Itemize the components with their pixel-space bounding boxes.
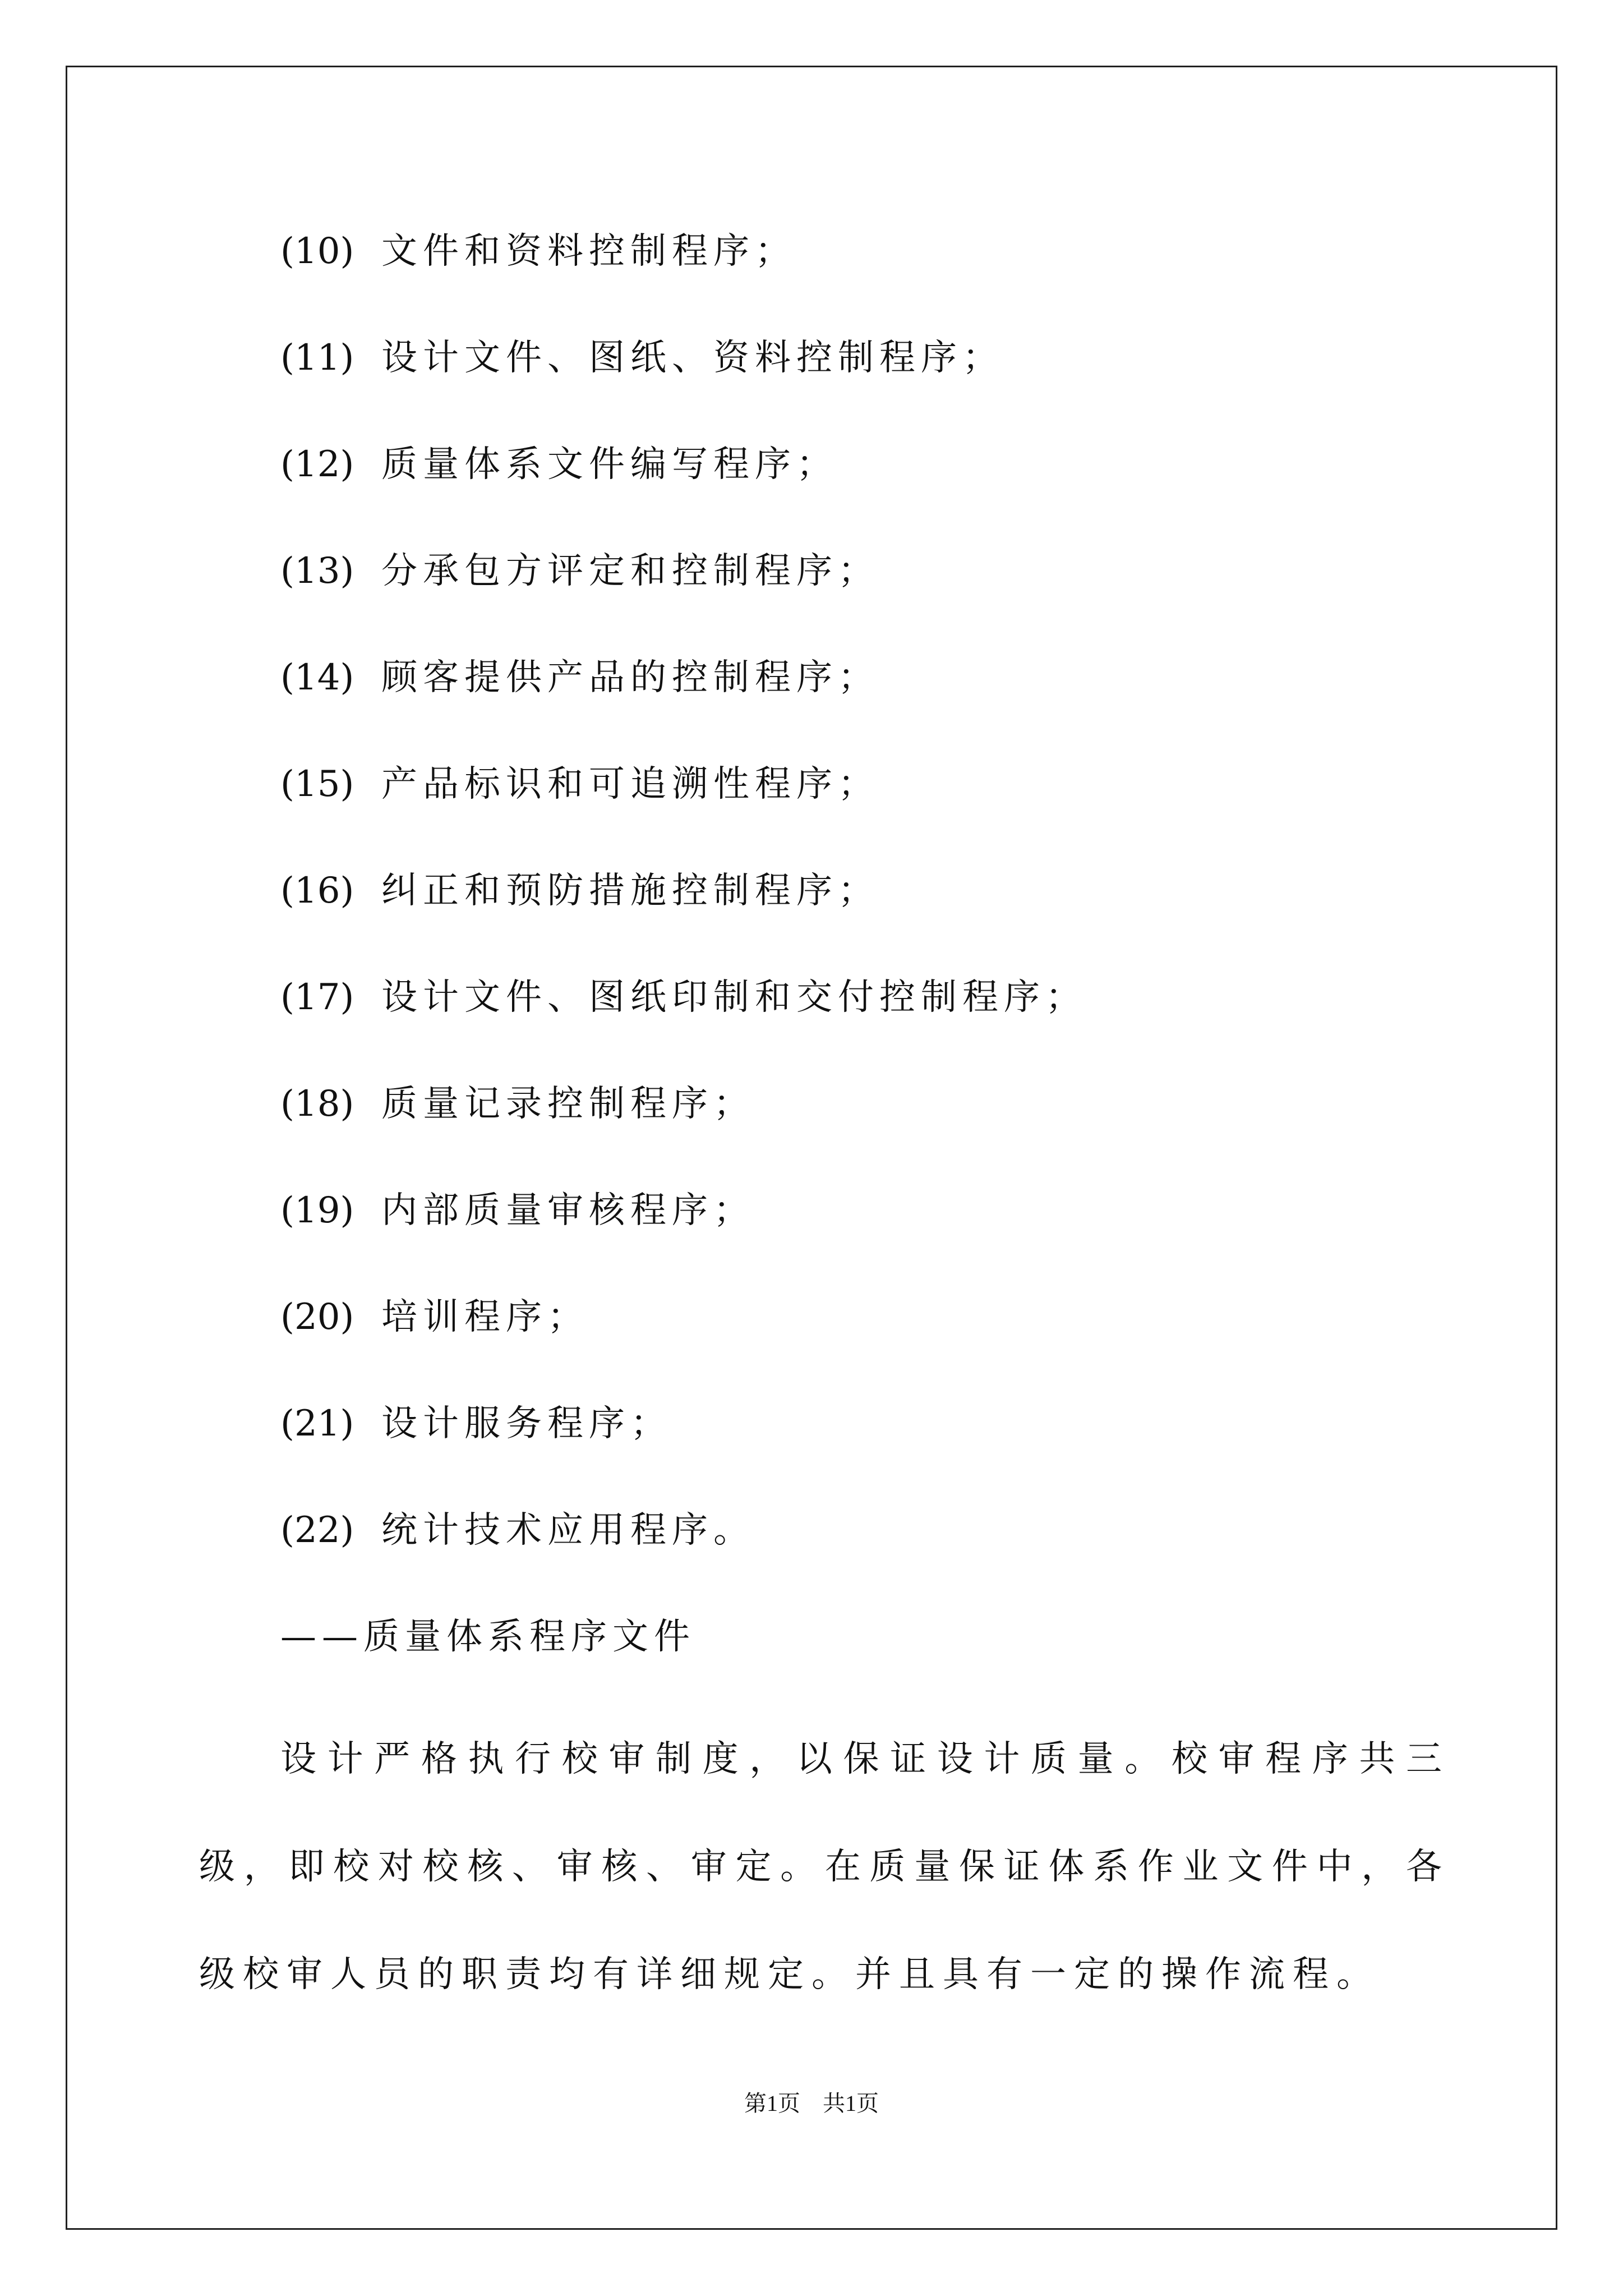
list-item [280,655,879,700]
item-text: 顾客提供产品的控制程序； [381,657,879,698]
item-text: 分承包方评定和控制程序； [381,550,879,592]
list-item [280,1188,755,1233]
item-number: (13) [280,550,354,592]
item-text: 设计文件、图纸印制和交付控制程序； [381,977,1087,1018]
list-item [280,1508,755,1553]
item-number: (17) [280,977,354,1018]
item-number: (11) [280,337,354,379]
item-text: 质量体系文件编写程序； [381,444,838,485]
list-item [280,975,1087,1020]
list-item [280,1401,672,1446]
section-heading: ——质量体系程序文件 [280,1616,695,1658]
list-item [280,335,1004,380]
list-item [280,442,838,487]
item-text: 文件和资料控制程序； [381,231,796,272]
body-paragraph: 设计严格执行校审制度，以保证设计质量。校审程序共三级，即校对校核、审核、审定。在质量保证体系作业文件中，各级校审人员的职责均有详细规定。并且具有一定的操作流程。 [199,1738,1450,1995]
item-text: 设计文件、图纸、资料控制程序； [381,337,1004,379]
item-number: (22) [280,1510,354,1551]
list-item [280,549,879,593]
item-number: (14) [280,657,354,698]
item-number: (10) [280,231,354,272]
item-text: 培训程序； [381,1296,589,1338]
item-text: 质量记录控制程序； [381,1083,755,1125]
item-number: (19) [280,1190,354,1231]
item-number: (21) [280,1403,354,1444]
item-text: 产品标识和可追溯性程序； [381,763,879,805]
item-number: (15) [280,763,354,805]
list-item [280,229,796,274]
list-item [280,762,879,807]
item-number: (20) [280,1296,354,1338]
item-number: (16) [280,870,354,912]
page-number-footer: 第1页 共1页 [744,2091,879,2116]
item-number: (12) [280,444,354,485]
list-item [280,1082,755,1126]
item-text: 纠正和预防措施控制程序； [381,870,879,912]
list-item [280,868,879,913]
item-text: 统计技术应用程序。 [381,1510,755,1551]
item-text: 内部质量审核程序； [381,1190,755,1231]
item-number: (18) [280,1083,354,1125]
list-item [280,1295,589,1340]
item-text: 设计服务程序； [381,1403,672,1444]
